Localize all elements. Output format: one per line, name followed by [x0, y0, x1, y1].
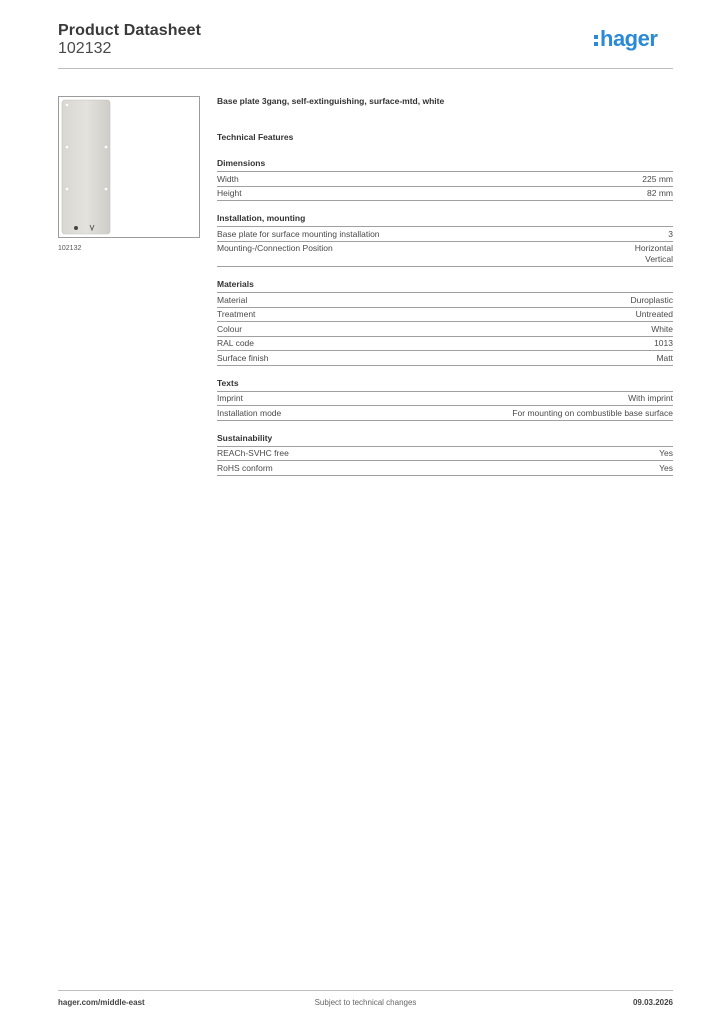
spec-value [659, 448, 673, 459]
spec-value-line: With imprint [628, 393, 673, 403]
product-description: Base plate 3gang, self-extinguishing, surface-mtd, white [217, 96, 445, 106]
spec-row [217, 392, 673, 407]
product-image-caption: 102132 [58, 245, 82, 252]
spec-section [217, 433, 673, 476]
technical-features-title: Technical Features [217, 132, 294, 142]
spec-label: Material [217, 294, 248, 305]
footer-website: hager.com/middle-east [58, 998, 145, 1007]
spec-sections [217, 158, 673, 476]
spec-row [217, 447, 673, 462]
spec-value-line: Untreated [635, 309, 673, 319]
spec-value-line: Yes [659, 462, 673, 473]
spec-value [647, 188, 673, 199]
page-title: Product Datasheet [58, 22, 202, 39]
product-number: 102132 [58, 40, 112, 57]
spec-label: Base plate for surface mounting installation [217, 228, 380, 239]
spec-value [642, 174, 673, 185]
spec-label: Width [217, 173, 239, 184]
spec-value [635, 243, 673, 265]
spec-value [656, 353, 673, 364]
spec-section [217, 279, 673, 366]
header-divider [58, 68, 673, 69]
spec-row [217, 461, 673, 476]
spec-value-line: 1013 [654, 338, 673, 348]
spec-value [630, 295, 673, 306]
spec-value-line: Matt [656, 352, 673, 363]
spec-row [217, 172, 673, 187]
spec-section [217, 378, 673, 421]
spec-row [217, 293, 673, 308]
hager-logo [593, 26, 673, 56]
spec-label: RAL code [217, 338, 255, 348]
spec-row [217, 337, 673, 352]
spec-label: Colour [217, 323, 243, 334]
spec-value-line: Duroplastic [630, 294, 673, 305]
product-image-frame [58, 96, 200, 238]
section-title: Materials [217, 279, 673, 293]
base-plate-image [59, 97, 199, 237]
section-title: Installation, mounting [217, 213, 673, 227]
spec-row [217, 227, 673, 242]
spec-value-line: 82 mm [647, 188, 673, 198]
spec-value [636, 309, 673, 320]
spec-value-line: 225 mm [642, 173, 673, 184]
spec-label: Treatment [217, 309, 256, 319]
spec-section [217, 158, 673, 201]
spec-value-line: Yes [659, 448, 673, 458]
spec-label: Imprint [217, 393, 243, 403]
spec-value-line: White [651, 323, 673, 334]
spec-content [217, 96, 673, 476]
spec-value [651, 324, 673, 335]
spec-value [628, 393, 673, 404]
spec-label: REACh-SVHC free [217, 448, 289, 458]
spec-value-line: For mounting on combustible base surface [512, 407, 673, 418]
spec-value [668, 229, 673, 240]
spec-value [654, 338, 673, 349]
spec-row [217, 351, 673, 366]
spec-section [217, 213, 673, 267]
spec-label: RoHS conform [217, 462, 273, 473]
spec-label: Surface finish [217, 352, 269, 363]
spec-row [217, 242, 673, 268]
section-title: Dimensions [217, 158, 673, 172]
spec-value-line: Horizontal [634, 243, 673, 253]
footer-divider [58, 990, 673, 991]
spec-label: Height [217, 188, 242, 198]
page-header [58, 22, 673, 68]
spec-row [217, 322, 673, 337]
spec-label: Installation mode [217, 407, 282, 418]
spec-value-line: Vertical [645, 254, 673, 264]
spec-value [659, 463, 673, 474]
spec-label: Mounting-/Connection Position [217, 243, 333, 253]
spec-row [217, 308, 673, 323]
spec-value [512, 408, 673, 419]
spec-row [217, 406, 673, 421]
footer-notice: Subject to technical changes [314, 998, 417, 1007]
footer-date: 09.03.2026 [632, 998, 673, 1007]
section-title: Sustainability [217, 433, 673, 447]
spec-row [217, 187, 673, 202]
spec-value-line: 3 [668, 228, 673, 239]
section-title: Texts [217, 378, 673, 392]
logo-text: hager [600, 26, 658, 51]
